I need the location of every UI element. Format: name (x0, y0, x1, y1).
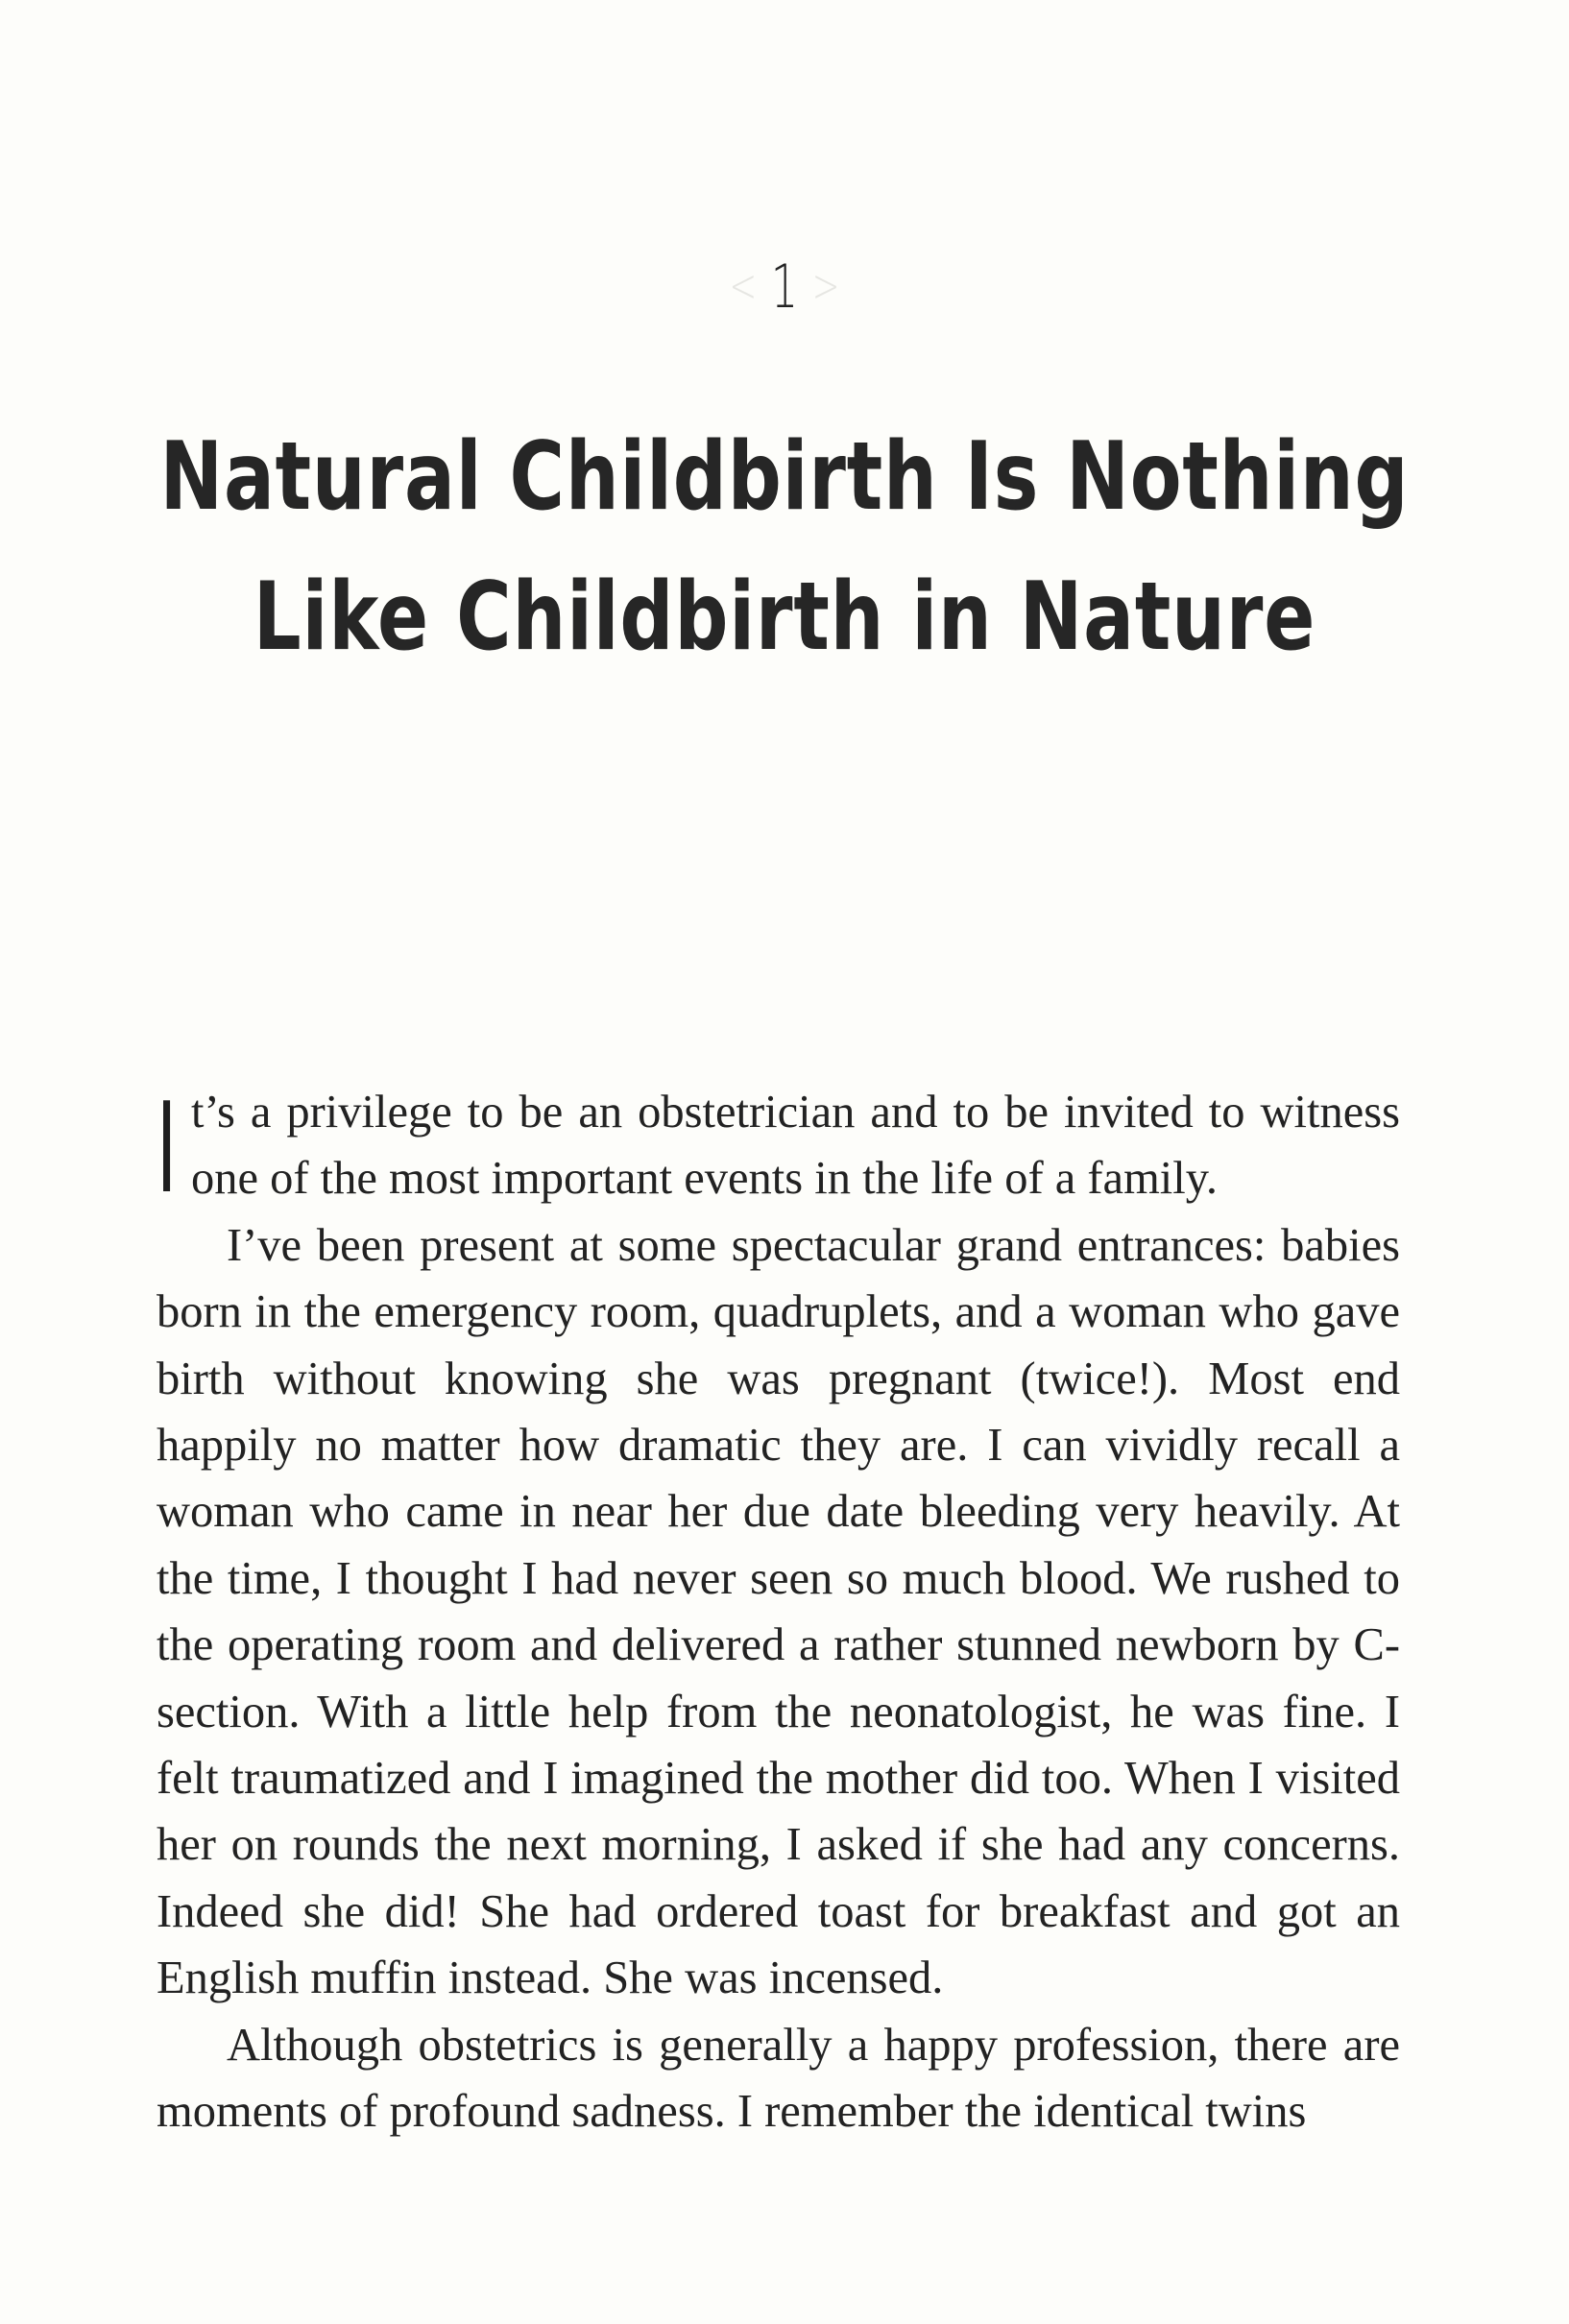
paragraph-3: Although obstetrics is generally a happy profession, there are moments of profound sadness. I remember the identical twins (157, 2019, 1400, 2138)
chapter-title (0, 407, 1569, 687)
paragraph-1 (157, 1075, 1400, 1221)
chapter-number-ornament-left: < (729, 259, 758, 313)
chapter-number (220, 248, 1349, 325)
paragraph-1-text: t’s a privilege to be an obstetrician and to be invited to witness one of the most important events in the life of a family. (191, 1087, 1400, 1205)
chapter-number-value: 1 (770, 252, 799, 322)
chapter-title-line-2: Like Childbirth in Nature (253, 563, 1316, 672)
paragraph-2: I’ve been present at some spectacular grand entrances: babies born in the emergency room, quadruplets, and a woman who gave birth without knowing she was pregnant (twice!). Most end happily no matter how dramatic they are. I can vividly recall a woman who came in near her due date bleeding very heavily. At the time, I thought I had never seen so much blood. We rushed to the operating room and delivered a rather stunned newborn by C-section. With a little help from the neonatologist, he was fine. I felt traumatized and I imagined the mother did too. When I visited her on rounds the next morning, I asked if she had any concerns. Indeed she did! She had ordered toast for breakfast and got an English muffin instead. She was incensed. (157, 1219, 1400, 2004)
chapter-title-line-1: Natural Childbirth Is Nothing (159, 422, 1410, 532)
chapter-number-ornament-right: > (811, 259, 840, 313)
drop-cap: I (157, 1075, 178, 1221)
chapter-body (157, 1075, 1400, 2145)
